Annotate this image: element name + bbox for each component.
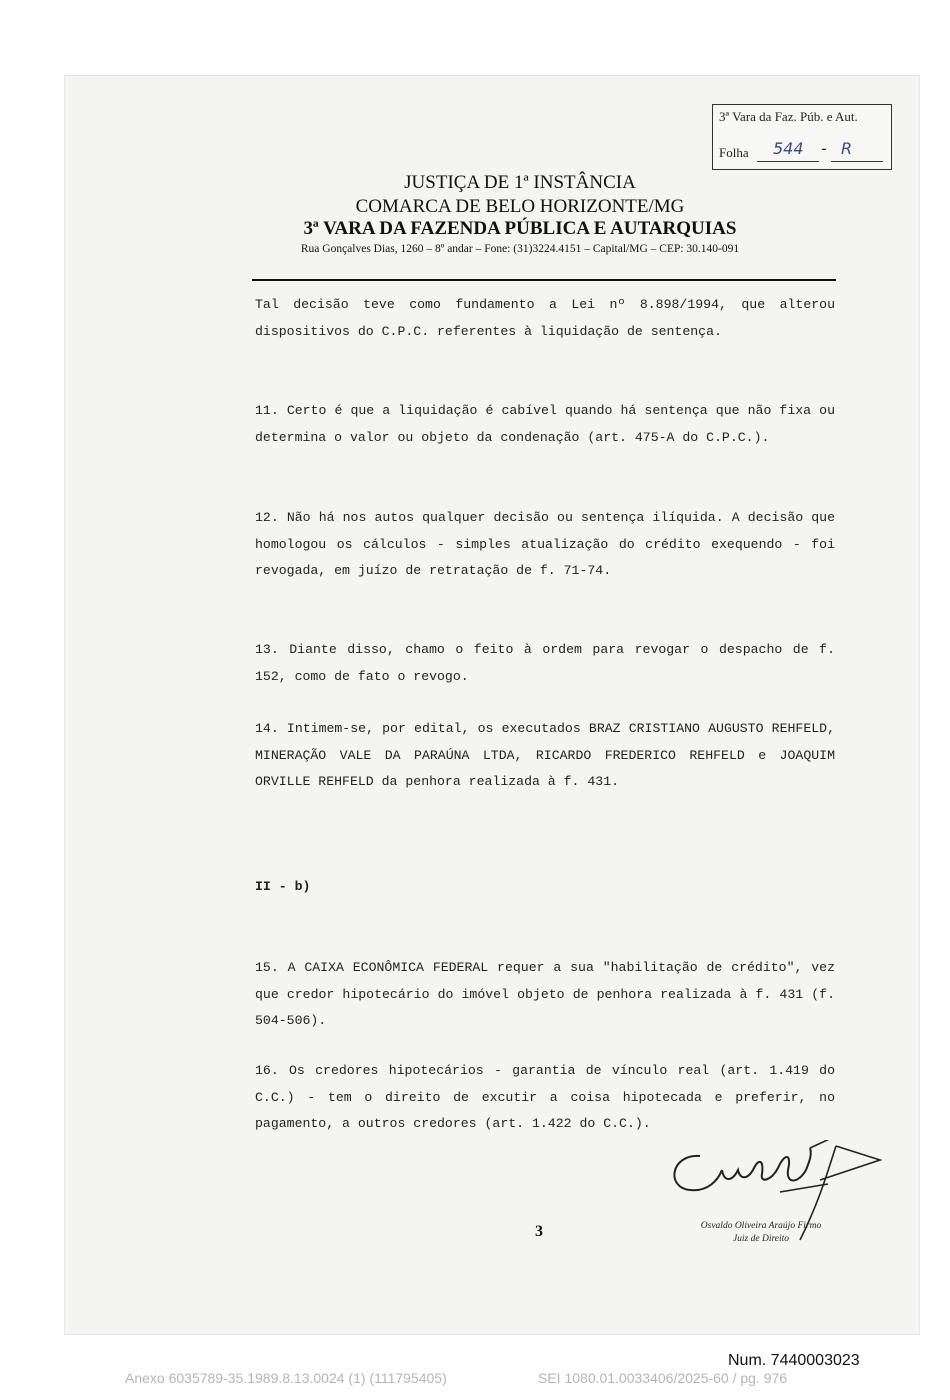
header-address: Rua Gonçalves Dias, 1260 – 8º andar – Fone: (31)3224.4151 – Capital/MG – CEP: 30.140-091	[300, 243, 740, 255]
page-number: 3	[535, 1223, 543, 1240]
document-number: Num. 7440003023	[728, 1352, 860, 1369]
footer-sei: SEI 1080.01.0033406/2025-60 / pg. 976	[538, 1370, 788, 1386]
paragraph-12: 12. Não há nos autos qualquer decisão ou sentença ilíquida. A decisão que homologou os cálculos - simples atualização do crédito exequendo - foi revogada, em juízo de retratação de f. 71-74.	[255, 510, 835, 578]
stamp-folha-suffix: R	[841, 139, 853, 158]
judge-block	[676, 1220, 846, 1246]
stamp-folha-number: 544	[773, 139, 804, 158]
stamp-line	[757, 161, 819, 162]
paragraph-15: 15. A CAIXA ECONÔMICA FEDERAL requer a sua "habilitação de crédito", vez que credor hipotecário do imóvel objeto de penhora realizada à f. 431 (f. 504-506).	[255, 960, 835, 1028]
paragraph-16: 16. Os credores hipotecários - garantia de vínculo real (art. 1.419 do C.C.) - tem o direito de excutir a coisa hipotecada e preferir, no pagamento, a outros credores (art. 1.422 do C.C.).	[255, 1063, 835, 1131]
paragraph-14: 14. Intimem-se, por edital, os executados BRAZ CRISTIANO AUGUSTO REHFELD, MINERAÇÃO VALE DA PARAÚNA LTDA, RICARDO FREDERICO REHFELD e JOAQUIM ORVILLE REHFELD da penhora realizada à f. 431.	[255, 721, 835, 789]
judge-name: Osvaldo Oliveira Araújo Firmo	[700, 1221, 822, 1231]
paragraph-11: 11. Certo é que a liquidação é cabível quando há sentença que não fixa ou determina o valor ou objeto da condenação (art. 475-A do C.P.C.).	[255, 403, 835, 445]
paragraph-10: Tal decisão teve como fundamento a Lei nº 8.898/1994, que alterou dispositivos do C.P.C. referentes à liquidação de sentença.	[255, 297, 835, 339]
paragraph-13: 13. Diante disso, chamo o feito à ordem para revogar o despacho de f. 152, como de fato o revogo.	[255, 642, 835, 684]
header-comarca: COMARCA DE BELO HORIZONTE/MG	[355, 196, 685, 217]
header-instance: JUSTIÇA DE 1ª INSTÂNCIA	[404, 172, 636, 193]
header-vara: 3ª VARA DA FAZENDA PÚBLICA E AUTARQUIAS	[303, 218, 737, 239]
stamp-court: 3ª Vara da Faz. Púb. e Aut.	[719, 109, 858, 124]
header-rule	[252, 279, 836, 281]
footer-annex: Anexo 6035789-35.1989.8.13.0024 (1) (111795405)	[125, 1370, 447, 1386]
section-heading: II - b)	[255, 879, 311, 894]
stamp-line	[831, 161, 883, 162]
judge-title: Juiz de Direito	[732, 1234, 790, 1244]
stamp-folha-label: Folha	[719, 145, 749, 160]
folha-stamp	[712, 104, 892, 170]
stamp-separator: -	[821, 139, 827, 158]
